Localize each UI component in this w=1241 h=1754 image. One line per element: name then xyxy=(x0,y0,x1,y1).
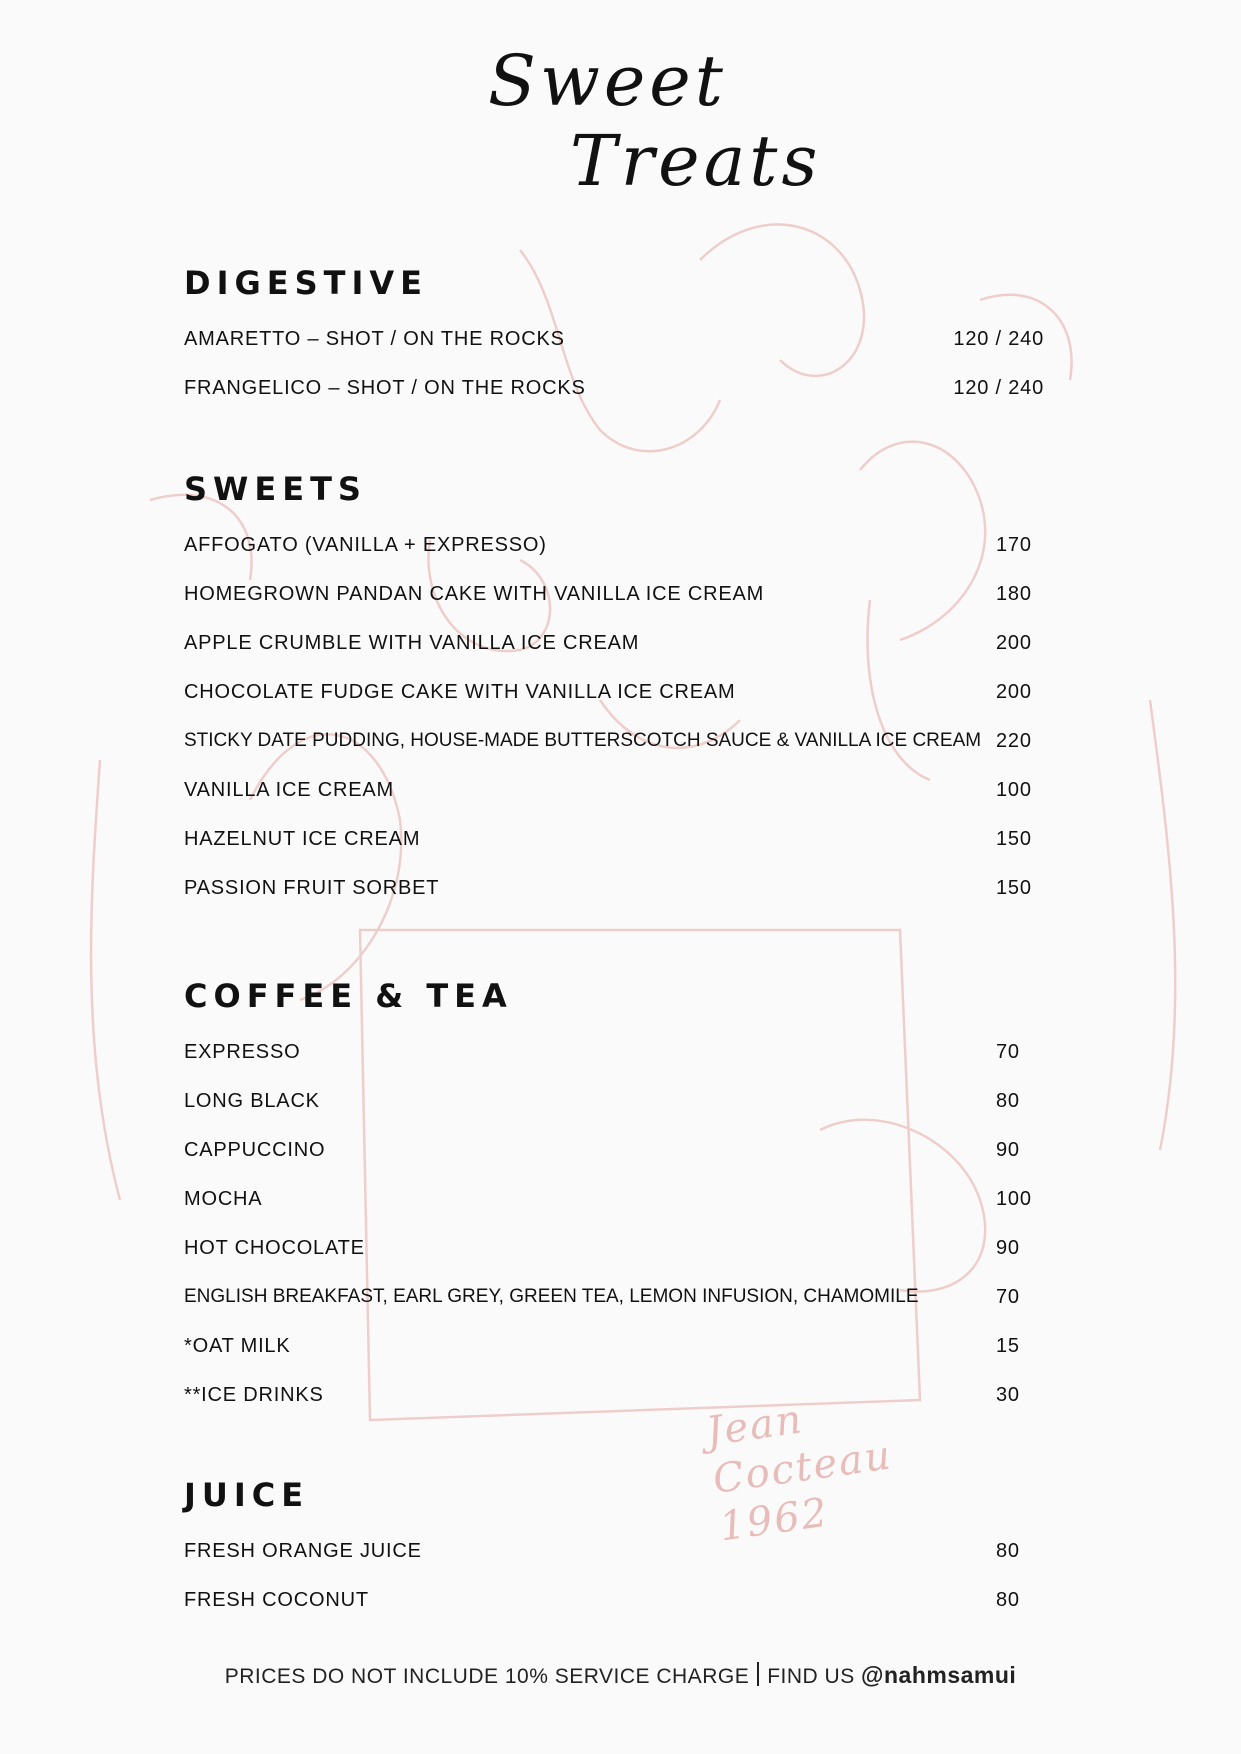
item-price: 220 xyxy=(996,730,1032,752)
menu-item xyxy=(184,874,1044,923)
item-price: 170 xyxy=(996,534,1032,556)
item-price: 100 xyxy=(996,1188,1032,1210)
section-heading: DIGESTIVE xyxy=(184,264,428,302)
menu-item xyxy=(184,1234,1044,1283)
menu-title-line1: Sweet xyxy=(488,40,727,122)
item-name: PASSION FRUIT SORBET xyxy=(184,877,440,899)
item-price: 120 / 240 xyxy=(953,328,1044,350)
item-name: MOCHA xyxy=(184,1188,263,1210)
item-price: 90 xyxy=(996,1237,1020,1259)
item-name: FRESH COCONUT xyxy=(184,1589,369,1611)
find-us-label: FIND US xyxy=(767,1665,855,1688)
item-price: 180 xyxy=(996,583,1032,605)
item-price: 30 xyxy=(996,1384,1020,1406)
item-name: STICKY DATE PUDDING, HOUSE-MADE BUTTERSCOTCH SAUCE & VANILLA ICE CREAM xyxy=(184,730,982,751)
menu-item xyxy=(184,629,1044,678)
menu-title-line2: Treats xyxy=(570,120,822,202)
item-price: 15 xyxy=(996,1335,1020,1357)
item-name: CAPPUCCINO xyxy=(184,1139,326,1161)
menu-item xyxy=(184,1381,1044,1430)
section-heading: COFFEE & TEA xyxy=(184,977,513,1015)
item-price: 80 xyxy=(996,1540,1020,1562)
item-price: 120 / 240 xyxy=(953,377,1044,399)
item-name: FRANGELICO – SHOT / ON THE ROCKS xyxy=(184,377,586,399)
item-name: ENGLISH BREAKFAST, EARL GREY, GREEN TEA, LEMON INFUSION, CHAMOMILE xyxy=(184,1286,919,1307)
item-price: 70 xyxy=(996,1286,1020,1308)
item-price: 70 xyxy=(996,1041,1020,1063)
item-price: 80 xyxy=(996,1090,1020,1112)
social-handle: @nahmsamui xyxy=(861,1662,1017,1688)
menu-item xyxy=(184,1586,1044,1635)
item-price: 100 xyxy=(996,779,1032,801)
section-juice xyxy=(184,1475,1044,1635)
item-name: FRESH ORANGE JUICE xyxy=(184,1540,422,1562)
item-name: AFFOGATO (VANILLA + EXPRESSO) xyxy=(184,534,547,556)
item-price: 200 xyxy=(996,632,1032,654)
menu-item xyxy=(184,1038,1044,1087)
sketch-signature: Jean Cocteau 1962 xyxy=(703,1396,896,1551)
item-price: 80 xyxy=(996,1589,1020,1611)
item-name: *OAT MILK xyxy=(184,1335,291,1357)
item-name: HOT CHOCOLATE xyxy=(184,1237,365,1259)
menu-item xyxy=(184,580,1044,629)
section-sweets xyxy=(184,469,1044,923)
menu-item xyxy=(184,1136,1044,1185)
section-coffee-tea xyxy=(184,976,1044,1430)
menu-item xyxy=(184,727,1044,776)
menu-item xyxy=(184,1283,1044,1332)
menu-item xyxy=(184,374,1044,423)
menu-item xyxy=(184,531,1044,580)
item-price: 90 xyxy=(996,1139,1020,1161)
menu-item xyxy=(184,1185,1044,1234)
item-name: LONG BLACK xyxy=(184,1090,320,1112)
item-name: **ICE DRINKS xyxy=(184,1384,324,1406)
item-price: 200 xyxy=(996,681,1032,703)
menu-item xyxy=(184,776,1044,825)
section-heading: JUICE xyxy=(184,1476,310,1514)
menu-item xyxy=(184,1087,1044,1136)
item-name: HOMEGROWN PANDAN CAKE WITH VANILLA ICE CREAM xyxy=(184,583,765,605)
item-name: EXPRESSO xyxy=(184,1041,301,1063)
item-name: AMARETTO – SHOT / ON THE ROCKS xyxy=(184,328,565,350)
menu-item xyxy=(184,825,1044,874)
section-digestive xyxy=(184,263,1044,423)
menu-item xyxy=(184,678,1044,727)
menu-item xyxy=(184,325,1044,374)
divider xyxy=(757,1662,759,1686)
section-heading: SWEETS xyxy=(184,470,367,508)
item-price: 150 xyxy=(996,877,1032,899)
menu-item xyxy=(184,1332,1044,1381)
footer-note xyxy=(0,1662,1241,1689)
service-charge-note: PRICES DO NOT INCLUDE 10% SERVICE CHARGE xyxy=(224,1665,750,1688)
item-price: 150 xyxy=(996,828,1032,850)
menu-item xyxy=(184,1537,1044,1586)
item-name: VANILLA ICE CREAM xyxy=(184,779,394,801)
item-name: APPLE CRUMBLE WITH VANILLA ICE CREAM xyxy=(184,632,640,654)
item-name: HAZELNUT ICE CREAM xyxy=(184,828,421,850)
item-name: CHOCOLATE FUDGE CAKE WITH VANILLA ICE CREAM xyxy=(184,681,736,703)
